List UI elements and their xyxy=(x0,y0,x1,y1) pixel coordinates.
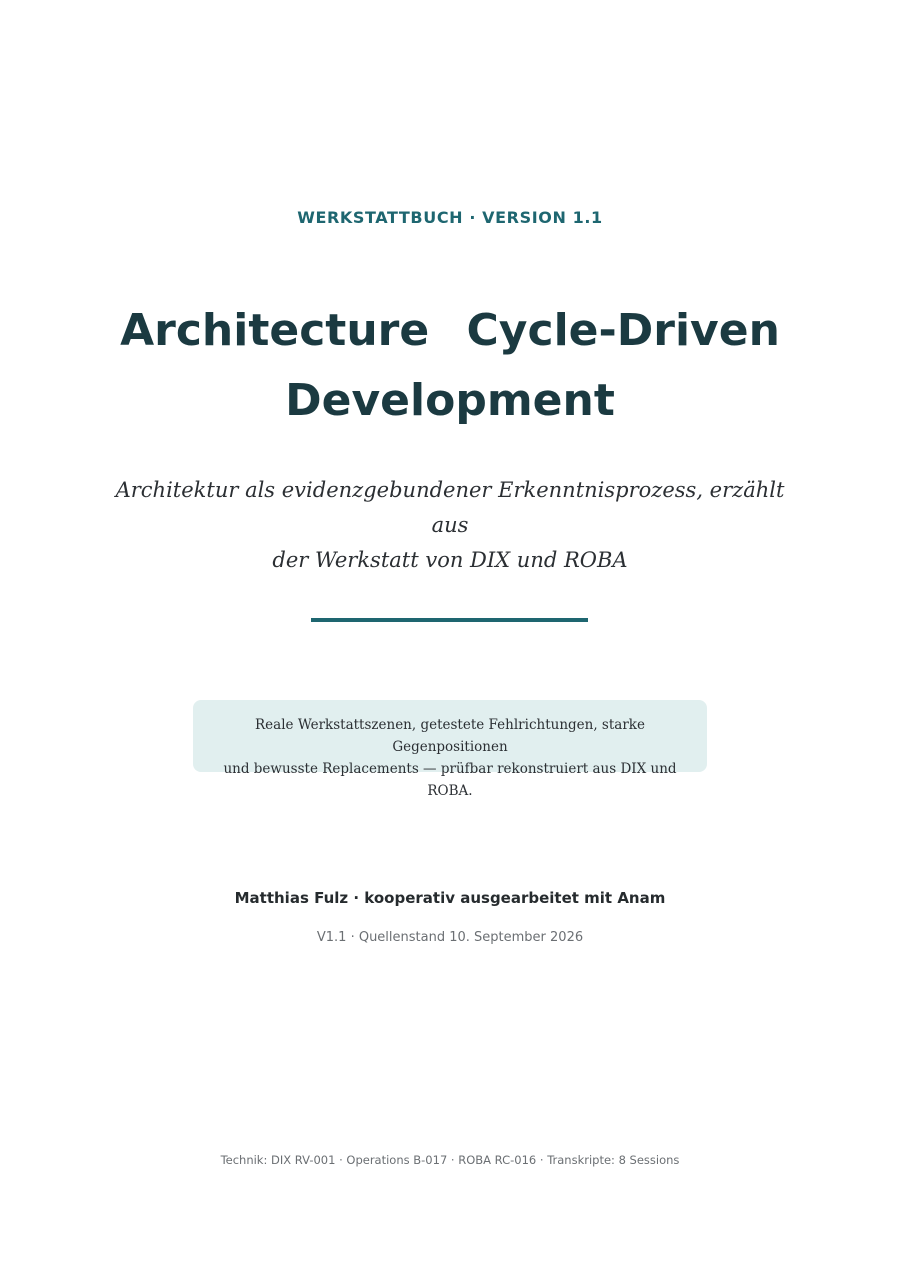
accent-divider xyxy=(311,618,588,622)
subtitle-line-2: der Werkstatt von DIX und ROBA xyxy=(272,548,628,572)
technical-footer: Technik: DIX RV-001 · Operations B-017 · ROBA RC-016 · Transkripte: 8 Sessions xyxy=(220,1153,680,1167)
subtitle-line-1: Architektur als evidenzgebundener Erkenntnisprozess, erzählt aus xyxy=(115,478,785,537)
document-title xyxy=(100,296,800,436)
summary-callout xyxy=(193,700,707,799)
cover-eyebrow: WERKSTATTBUCH · VERSION 1.1 xyxy=(297,208,603,227)
callout-line-1: Reale Werkstattszenen, getestete Fehlrichtungen, starke Gegenpositionen xyxy=(255,717,645,755)
title-line-1: Architecture Cycle-Driven xyxy=(120,305,780,356)
author-line: Matthias Fulz · kooperativ ausgearbeitet mit Anam xyxy=(234,889,666,907)
callout-line-2: und bewusste Replacements — prüfbar rekonstruiert aus DIX und ROBA. xyxy=(223,761,677,799)
title-line-2: Development xyxy=(285,375,615,426)
version-line: V1.1 · Quellenstand 10. September 2026 xyxy=(316,930,584,945)
document-subtitle xyxy=(110,473,790,578)
